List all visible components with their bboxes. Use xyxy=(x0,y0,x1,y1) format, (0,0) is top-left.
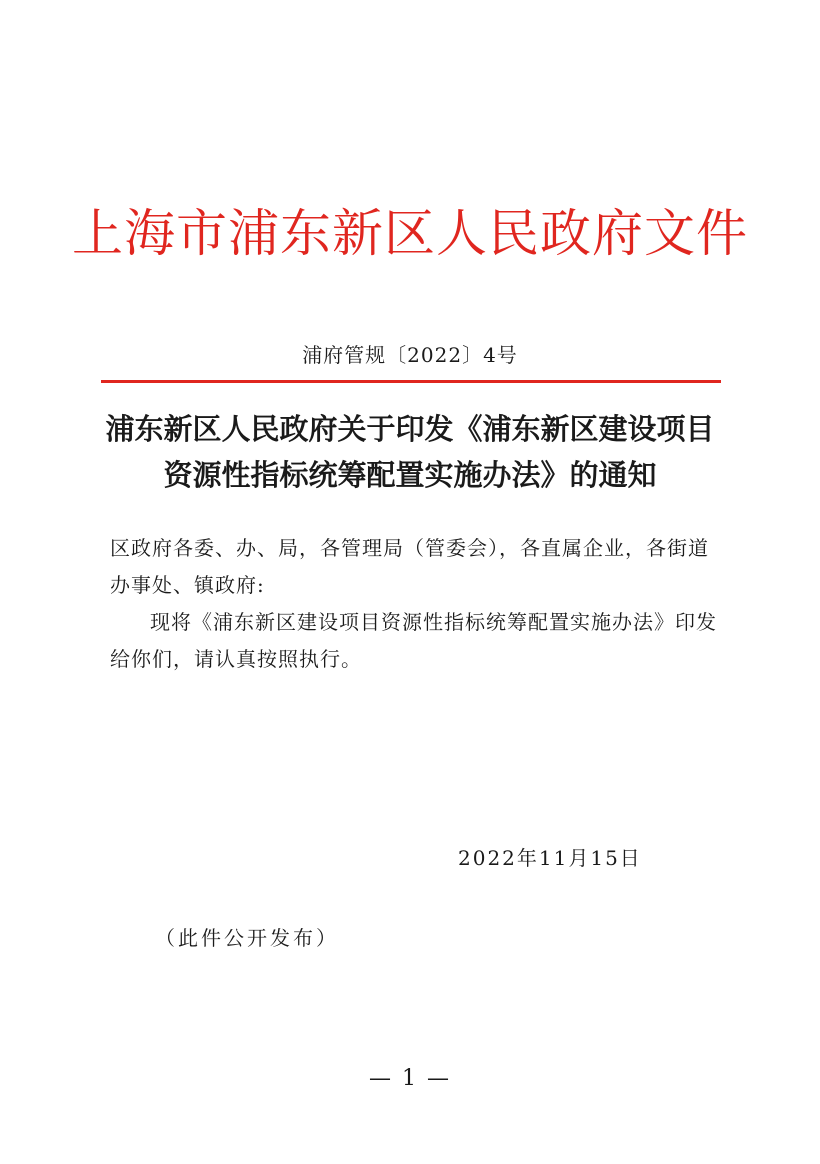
issuing-authority-header: 上海市浦东新区人民政府文件 xyxy=(71,205,748,264)
document-body xyxy=(110,530,720,678)
red-divider-line xyxy=(101,380,721,383)
body-paragraph: 现将《浦东新区建设项目资源性指标统筹配置实施办法》印发给你们，请认真按照执行。 xyxy=(110,610,717,671)
document-title-line-2: 资源性指标统筹配置实施办法》的通知 xyxy=(163,458,657,492)
document-title-line-1: 浦东新区人民政府关于印发《浦东新区建设项目 xyxy=(105,412,715,446)
document-title xyxy=(90,406,730,498)
issue-date: 2022年11月15日 xyxy=(458,846,642,870)
publish-note: （此件公开发布） xyxy=(155,926,339,950)
document-number: 浦府管规〔2022〕4号 xyxy=(302,343,518,367)
page-number: — 1 — xyxy=(369,1066,451,1091)
addressee: 区政府各委、办、局，各管理局（管委会），各直属企业，各街道办事处、镇政府: xyxy=(110,536,709,597)
